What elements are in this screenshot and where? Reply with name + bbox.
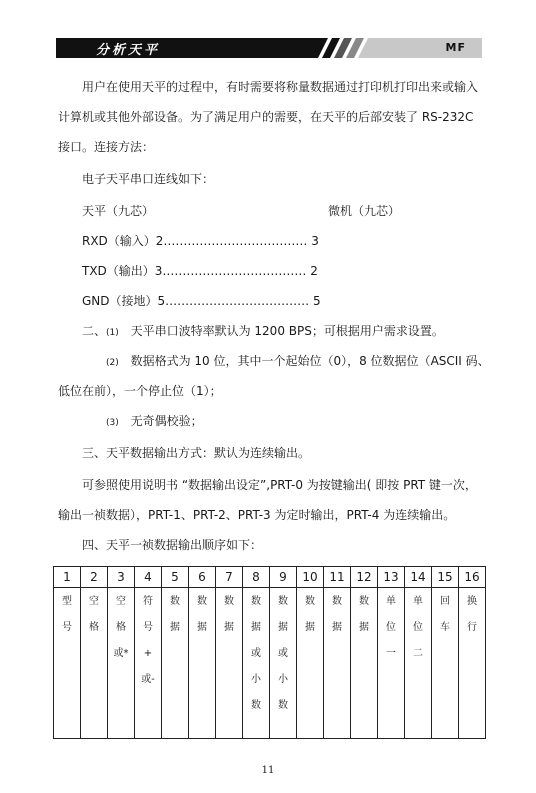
section-4-heading: 四、天平一祯数据输出顺序如下： (82, 538, 263, 552)
table-cell-char: 单 (413, 596, 423, 607)
table-header-cell: 3 (108, 567, 135, 588)
page-header (56, 38, 482, 58)
wiring-gnd: GND（接地）5……………………………… 5 (82, 294, 321, 308)
table-cell-char: 数 (251, 700, 261, 711)
section-2-item-3 (106, 414, 203, 430)
table-cell-char: 数 (251, 596, 261, 607)
table-cell-char: 空 (89, 596, 99, 607)
table-cell (351, 588, 378, 739)
intro-line-2: 计算机或其他外部设备。为了满足用户的需要，在天平的后部安装了 RS-232C (58, 110, 474, 124)
section-2-item-1 (82, 324, 444, 340)
table-cell (405, 588, 432, 739)
table-header-cell: 7 (216, 567, 243, 588)
table-cell (162, 588, 189, 739)
reference-line-2: 输出一祯数据），PRT-1、PRT-2、PRT-3 为定时输出，PRT-4 为连续输出。 (58, 508, 456, 522)
item-2-number: (2) (106, 358, 119, 368)
table-cell-char: 行 (467, 622, 477, 633)
table-cell-char: 据 (278, 622, 288, 633)
table-header-cell: 14 (405, 567, 432, 588)
item-2-text: 数据格式为 10 位，其中一个起始位（0），8 位数据位（ASCII 码、 (130, 354, 490, 368)
header-title: 分析天平 (96, 43, 161, 58)
table-cell-char: 据 (332, 622, 342, 633)
table-cell (297, 588, 324, 739)
item-3-number: (3) (106, 418, 119, 428)
table-header-row (54, 567, 486, 588)
table-cell (189, 588, 216, 739)
table-header-cell: 9 (270, 567, 297, 588)
table-cell-char: 位 (413, 622, 423, 633)
table-cell-char: 据 (224, 622, 234, 633)
frame-sequence-table (53, 566, 486, 739)
table-cell-char: 或 (251, 648, 261, 659)
table-cell-char: 型 (62, 596, 72, 607)
table-cell (432, 588, 459, 739)
table-header-cell: 6 (189, 567, 216, 588)
table-cell-char: 或 (278, 648, 288, 659)
table-cell-char: 号 (62, 622, 72, 633)
item-3-text: 无奇偶校验； (130, 414, 203, 428)
table-cell-char: 位 (386, 622, 396, 633)
wiring-col-right: 微机（九芯） (328, 204, 401, 218)
table-cell-char: 或- (141, 674, 155, 685)
table-cell (378, 588, 405, 739)
intro-line-1: 用户在使用天平的过程中，有时需要将称量数据通过打印机打印出来或输入 (82, 80, 479, 94)
table-header-cell: 13 (378, 567, 405, 588)
table-cell (81, 588, 108, 739)
wiring-txd: TXD（输出）3……………………………… 2 (82, 264, 318, 278)
intro-line-3: 接口。连接方法： (58, 140, 155, 154)
table-header-cell: 2 (81, 567, 108, 588)
table-cell-char: 或* (113, 648, 129, 659)
table-header-cell: 12 (351, 567, 378, 588)
wiring-rxd: RXD（输入）2……………………………… 3 (82, 234, 319, 248)
table-cell-char: 据 (170, 622, 180, 633)
table-cell-char: 据 (359, 622, 369, 633)
table-cell-char: 数 (278, 596, 288, 607)
table-body-row (54, 588, 486, 739)
table-cell (54, 588, 81, 739)
table-cell-char: + (143, 648, 153, 659)
table-cell-char: 车 (440, 622, 450, 633)
table-cell-char: 数 (359, 596, 369, 607)
table-cell-char: 据 (197, 622, 207, 633)
table-cell-char: 数 (224, 596, 234, 607)
table-cell (243, 588, 270, 739)
wiring-title: 电子天平串口连线如下： (82, 172, 215, 186)
table-cell-char: 数 (170, 596, 180, 607)
table-cell-char: 格 (116, 622, 126, 633)
table-cell-char: 格 (89, 622, 99, 633)
table-header-cell: 1 (54, 567, 81, 588)
table-cell-char: 据 (251, 622, 261, 633)
table-cell-char: 数 (197, 596, 207, 607)
wiring-col-left: 天平（九芯） (82, 204, 155, 218)
item-1-text: 天平串口波特率默认为 1200 BPS；可根据用户需求设置。 (130, 324, 444, 338)
table-cell (270, 588, 297, 739)
table-cell-char: 据 (305, 622, 315, 633)
table-cell (324, 588, 351, 739)
table-cell-char: 回 (440, 596, 450, 607)
table-cell-char: 小 (251, 674, 261, 685)
table-cell (135, 588, 162, 739)
section-2-prefix: 二、 (82, 324, 107, 338)
table-cell-char: 一 (386, 648, 396, 659)
page-number: 11 (261, 765, 275, 776)
table-cell (108, 588, 135, 739)
item-1-number: (1) (106, 328, 119, 338)
table-cell (216, 588, 243, 739)
table-cell-char: 数 (305, 596, 315, 607)
table-cell-char: 符 (143, 596, 153, 607)
section-2-item-2 (106, 354, 490, 370)
header-model-code: MF (445, 41, 466, 54)
table-cell-char: 数 (278, 700, 288, 711)
table-cell-char: 换 (467, 596, 477, 607)
table-header-cell: 4 (135, 567, 162, 588)
section-3-heading: 三、天平数据输出方式：默认为连续输出。 (82, 446, 311, 460)
table-cell-char: 单 (386, 596, 396, 607)
table-header-cell: 10 (297, 567, 324, 588)
table-cell-char: 二 (413, 648, 423, 659)
table-cell (459, 588, 486, 739)
table-header-cell: 8 (243, 567, 270, 588)
table-header-cell: 5 (162, 567, 189, 588)
table-cell-char: 号 (143, 622, 153, 633)
table-header-cell: 16 (459, 567, 486, 588)
reference-line-1: 可参照使用说明书 “数据输出设定”,PRT-0 为按键输出( 即按 PRT 键一次， (82, 478, 477, 492)
table-cell-char: 小 (278, 674, 288, 685)
table-cell-char: 数 (332, 596, 342, 607)
table-cell-char: 空 (116, 596, 126, 607)
table-header-cell: 15 (432, 567, 459, 588)
item-2-continuation: 低位在前），一个停止位（1）； (58, 384, 222, 398)
table-header-cell: 11 (324, 567, 351, 588)
